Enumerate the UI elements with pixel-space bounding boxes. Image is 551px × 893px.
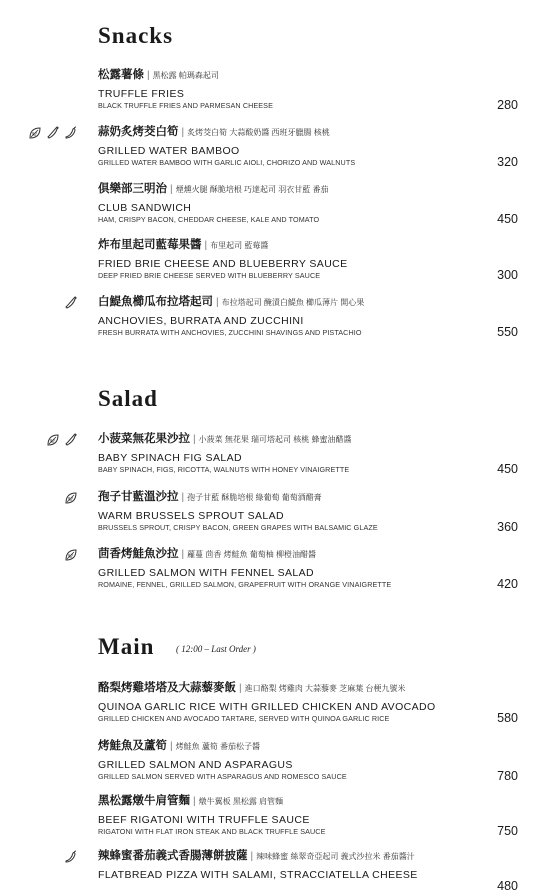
- item-title-line: [98, 547, 538, 562]
- section-title-snacks: Snacks: [98, 23, 174, 48]
- menu-item-9: [98, 681, 538, 724]
- item-title-line: [98, 794, 538, 809]
- item-zh-description: 炙烤茭白筍 大蒜酸奶醬 西班牙臘腸 核桃: [187, 128, 330, 137]
- item-en-description: GRILLED CHICKEN AND AVOCADO TARTARE, SERVED WITH QUINOA GARLIC RICE: [98, 714, 390, 723]
- item-separator: |: [216, 297, 219, 308]
- item-en-description: GRILLED WATER BAMBOO WITH GARLIC AIOLI, CHORIZO AND WALNUTS: [98, 158, 356, 167]
- item-separator: |: [181, 127, 185, 138]
- menu-item-5: [98, 295, 538, 338]
- item-price: 580: [497, 711, 518, 725]
- item-separator: |: [170, 184, 173, 195]
- item-en-description: HAM, CRISPY BACON, CHEDDAR CHEESE, KALE AND TOMATO: [98, 215, 320, 224]
- item-en-name: BEEF RIGATONI WITH TRUFFLE SAUCE: [98, 814, 310, 826]
- item-separator: |: [181, 492, 185, 503]
- item-en-description: GRILLED SALMON SERVED WITH ASPARAGUS AND ROMESCO SAUCE: [98, 772, 347, 781]
- item-zh-description: 辣味蜂蜜 絲翠奇亞起司 義式沙拉米 番茄醬汁: [256, 852, 415, 861]
- item-zh-name: 炸布里起司藍莓果醬: [98, 239, 202, 251]
- item-zh-name: 松露薯條: [98, 69, 144, 81]
- item-en-name: FLATBREAD PIZZA WITH SALAMI, STRACCIATELLA CHEESE: [98, 869, 418, 881]
- item-separator: |: [193, 434, 196, 445]
- spicy-chili-icon: [64, 850, 78, 864]
- item-zh-description: 蘿蔓 茴香 烤鮭魚 葡萄柚 柳橙油醋醬: [187, 550, 316, 559]
- item-en-name: CLUB SANDWICH: [98, 202, 192, 214]
- item-price: 280: [497, 98, 518, 112]
- item-title-line: [98, 182, 538, 197]
- item-separator: |: [170, 741, 173, 752]
- leaf-icon: [64, 548, 78, 562]
- item-title-line: [98, 125, 538, 140]
- item-price: 450: [497, 462, 518, 476]
- section-title-salad: Salad: [98, 386, 158, 411]
- item-title-line: [98, 739, 538, 754]
- dietary-icons: [64, 850, 78, 864]
- item-price: 750: [497, 824, 518, 838]
- leaf-icon: [64, 491, 78, 505]
- item-zh-name: 辣蜂蜜番茄義式香腸薄餅披薩: [98, 850, 248, 862]
- item-separator: |: [147, 70, 150, 81]
- item-zh-name: 俱樂部三明治: [98, 183, 167, 195]
- item-title-line: [98, 238, 538, 253]
- item-en-name: BABY SPINACH FIG SALAD: [98, 452, 242, 464]
- item-en-description: ROMAINE, FENNEL, GRILLED SALMON, GRAPEFRUIT WITH ORANGE VINAIGRETTE: [98, 580, 392, 589]
- item-en-description: BABY SPINACH, FIGS, RICOTTA, WALNUTS WITH HONEY VINAIGRETTE: [98, 465, 350, 474]
- item-zh-name: 茴香烤鮭魚沙拉: [98, 548, 179, 560]
- item-en-name: ANCHOVIES, BURRATA AND ZUCCHINI: [98, 315, 304, 327]
- item-title-line: [98, 68, 538, 83]
- item-price: 480: [497, 879, 518, 893]
- item-zh-description: 布拉塔起司 醃漬白鯷魚 櫛瓜薄片 開心果: [221, 298, 365, 307]
- menu-item-3: [98, 182, 538, 225]
- item-en-description: BLACK TRUFFLE FRIES AND PARMESAN CHEESE: [98, 101, 273, 110]
- item-en-description: RIGATONI WITH FLAT IRON STEAK AND BLACK TRUFFLE SAUCE: [98, 827, 326, 836]
- item-price: 320: [497, 155, 518, 169]
- item-separator: |: [193, 796, 196, 807]
- item-price: 300: [497, 268, 518, 282]
- item-title-line: [98, 490, 538, 505]
- dietary-icons: [64, 296, 78, 310]
- menu-item-4: [98, 238, 538, 281]
- item-price: 420: [497, 577, 518, 591]
- item-en-name: FRIED BRIE CHEESE AND BLUEBERRY SAUCE: [98, 258, 348, 270]
- dietary-icons: [28, 126, 78, 140]
- item-price: 550: [497, 325, 518, 339]
- item-zh-description: 煙燻火腿 酥脆培根 巧達起司 羽衣甘藍 番茄: [175, 185, 329, 194]
- item-zh-description: 燉牛翼板 黑松露 肩管麵: [198, 797, 284, 806]
- item-title-line: [98, 849, 538, 864]
- menu-item-10: [98, 739, 538, 782]
- item-en-name: GRILLED SALMON AND ASPARAGUS: [98, 759, 293, 771]
- menu-item-12: [98, 849, 538, 882]
- item-zh-description: 孢子甘藍 酥脆培根 綠葡萄 葡萄酒醋膏: [187, 493, 322, 502]
- leaf-icon: [46, 433, 60, 447]
- item-en-name: QUINOA GARLIC RICE WITH GRILLED CHICKEN AND AVOCADO: [98, 701, 436, 713]
- item-zh-name: 烤鮭魚及蘆筍: [98, 740, 167, 752]
- chili-icon: [64, 296, 78, 310]
- section-title-main: Main: [98, 634, 155, 659]
- item-en-name: GRILLED SALMON WITH FENNEL SALAD: [98, 567, 315, 579]
- menu-item-11: [98, 794, 538, 837]
- item-zh-description: 烤鮭魚 蘆筍 番茄松子醬: [175, 742, 261, 751]
- item-price: 780: [497, 769, 518, 783]
- item-title-line: [98, 295, 538, 310]
- dietary-icons: [64, 548, 78, 562]
- menu-item-7: [98, 490, 538, 533]
- item-separator: |: [250, 851, 254, 862]
- item-zh-name: 白鯷魚櫛瓜布拉塔起司: [98, 296, 213, 308]
- leaf-icon: [28, 126, 42, 140]
- menu-item-6: [98, 432, 538, 475]
- item-en-description: FRESH BURRATA WITH ANCHOVIES, ZUCCHINI SHAVINGS AND PISTACHIO: [98, 328, 362, 337]
- item-price: 360: [497, 520, 518, 534]
- chili-icon: [46, 126, 60, 140]
- item-separator: |: [181, 549, 185, 560]
- item-separator: |: [239, 683, 242, 694]
- spicy-chili-icon: [64, 126, 78, 140]
- item-en-name: TRUFFLE FRIES: [98, 88, 185, 100]
- item-zh-name: 小菠菜無花果沙拉: [98, 433, 190, 445]
- item-separator: |: [204, 240, 208, 251]
- item-title-line: [98, 681, 538, 696]
- item-zh-name: 孢子甘藍溫沙拉: [98, 491, 179, 503]
- item-title-line: [98, 432, 538, 447]
- item-zh-description: 黑松露 帕瑪森起司: [152, 71, 219, 80]
- item-en-description: BRUSSELS SPROUT, CRISPY BACON, GREEN GRAPES WITH BALSAMIC GLAZE: [98, 523, 378, 532]
- item-en-description: DEEP FRIED BRIE CHEESE SERVED WITH BLUEBERRY SAUCE: [98, 271, 321, 280]
- item-zh-description: 布里起司 藍莓醬: [210, 241, 269, 250]
- item-zh-description: 進口酪梨 烤雞肉 大蒜藜麥 芝麻葉 台梗九號米: [244, 684, 406, 693]
- menu-item-8: [98, 547, 538, 590]
- item-zh-name: 蒜奶炙烤茭白筍: [98, 126, 179, 138]
- main-order-time-note: ( 12:00 – Last Order ): [176, 644, 256, 654]
- item-en-name: WARM BRUSSELS SPROUT SALAD: [98, 510, 285, 522]
- item-zh-name: 黑松露燉牛肩管麵: [98, 795, 190, 807]
- menu-item-2: [98, 125, 538, 168]
- menu-item-1: [98, 68, 538, 111]
- dietary-icons: [64, 491, 78, 505]
- item-price: 450: [497, 212, 518, 226]
- item-zh-name: 酪梨烤雞塔塔及大蒜藜麥飯: [98, 682, 236, 694]
- dietary-icons: [46, 433, 78, 447]
- item-en-name: GRILLED WATER BAMBOO: [98, 145, 240, 157]
- chili-icon: [64, 433, 78, 447]
- item-zh-description: 小菠菜 無花果 瑞可塔起司 核桃 蜂蜜油醋醬: [198, 435, 352, 444]
